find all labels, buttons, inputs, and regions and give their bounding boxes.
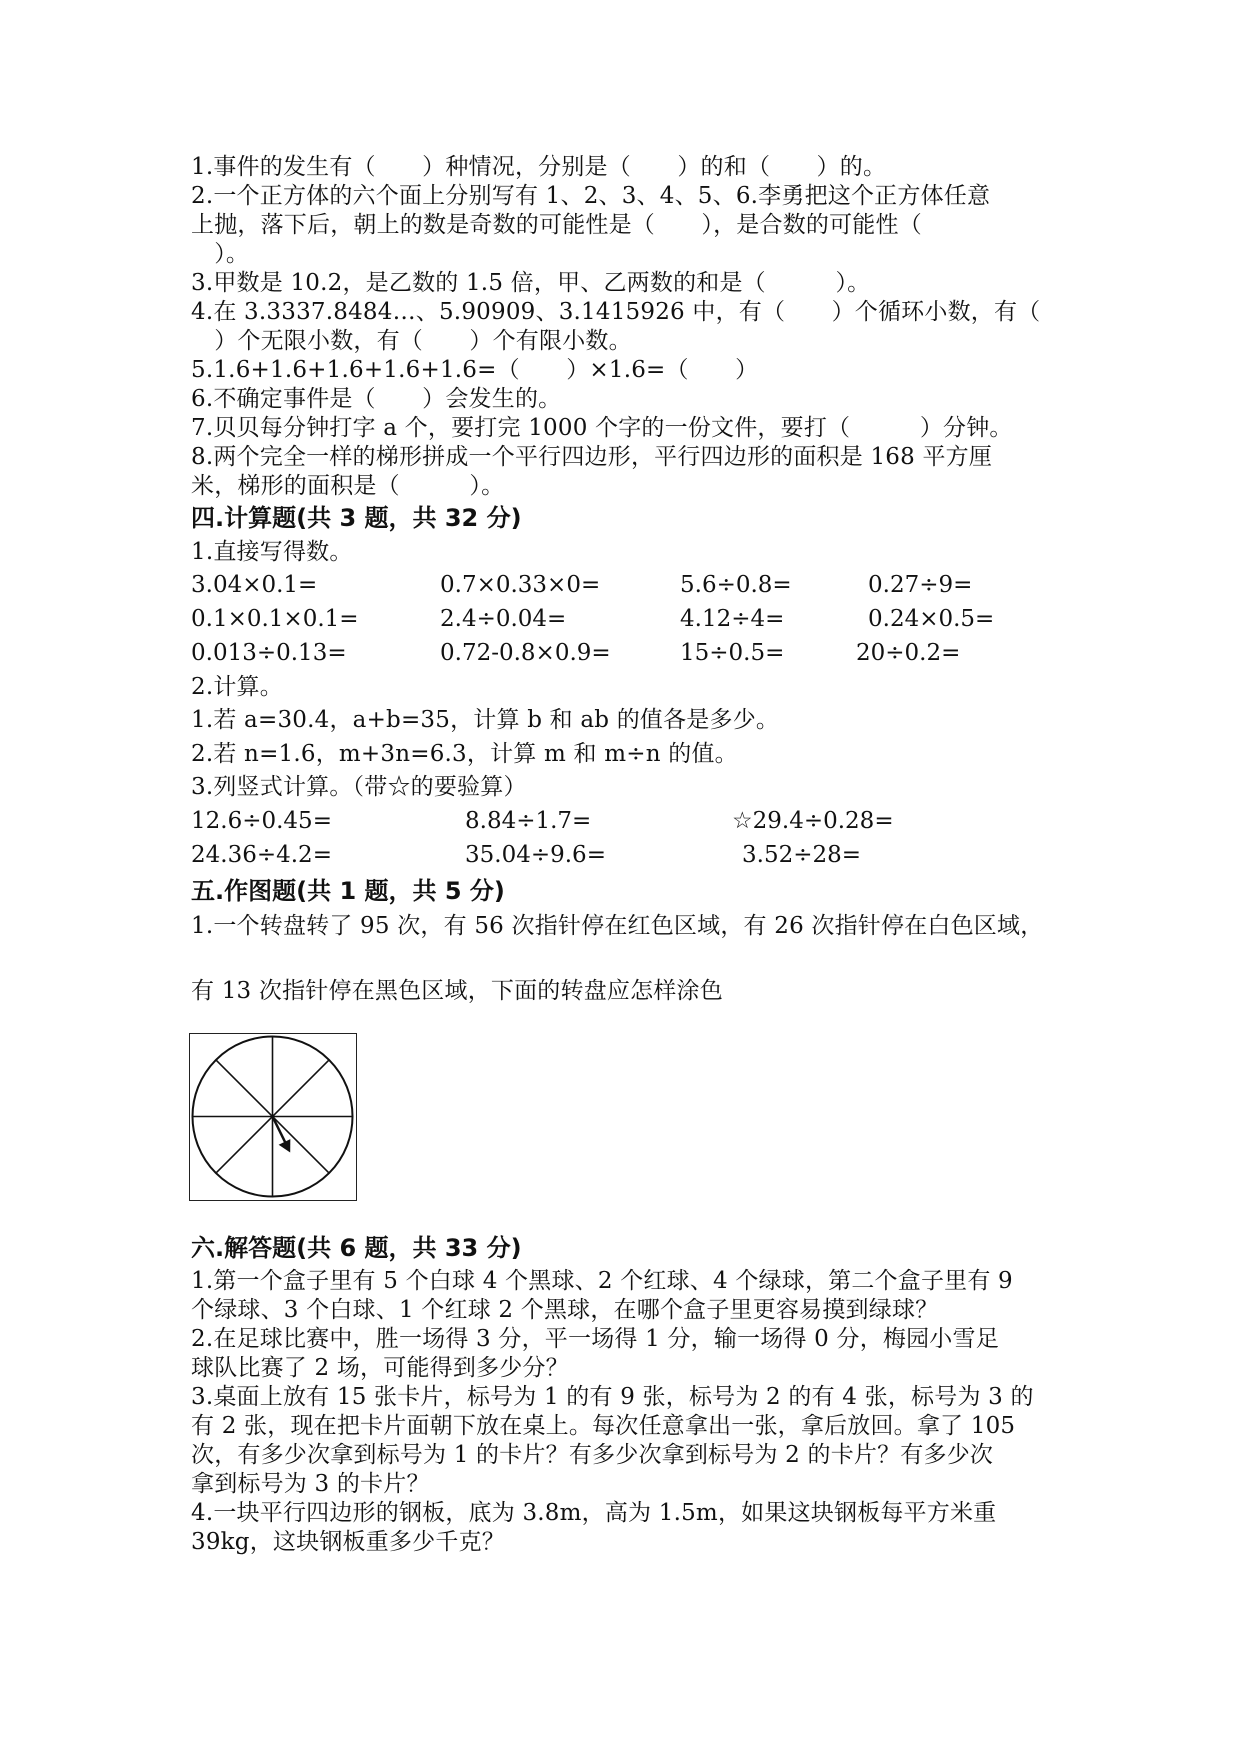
- oral-calc-item: 2.4÷0.04=: [440, 606, 567, 632]
- section-4-q1-title: 1.直接写得数。: [191, 539, 353, 565]
- vertical-calc-item: 12.6÷0.45=: [191, 808, 332, 834]
- fill-q5-line: 5.1.6+1.6+1.6+1.6+1.6=（ ）×1.6=（ ）: [191, 357, 759, 383]
- section-4-q2-item-1: 1.若 a=30.4，a+b=35，计算 b 和 ab 的值各是多少。: [191, 707, 780, 733]
- oral-calc-item: 20÷0.2=: [856, 640, 961, 666]
- oral-calc-item: 0.7×0.33×0=: [440, 572, 601, 598]
- section-6-line: 1.第一个盒子里有 5 个白球 4 个黑球、2 个红球、4 个绿球，第二个盒子里有 9: [191, 1268, 1013, 1294]
- section-6-heading: 六.解答题(共 6 题，共 33 分): [191, 1234, 522, 1262]
- oral-calc-item: 0.27÷9=: [868, 572, 973, 598]
- oral-calc-item: 15÷0.5=: [680, 640, 785, 666]
- fill-q8-line-2: 米，梯形的面积是（ ）。: [191, 473, 505, 499]
- fill-q8-line-1: 8.两个完全一样的梯形拼成一个平行四边形，平行四边形的面积是 168 平方厘: [191, 444, 993, 470]
- fill-q4-line-2: ）个无限小数，有（ ）个有限小数。: [191, 328, 632, 354]
- vertical-calc-item: ☆29.4÷0.28=: [732, 808, 894, 834]
- vertical-calc-item: 24.36÷4.2=: [191, 842, 332, 868]
- spinner-figure: [189, 1033, 357, 1201]
- fill-q7-line: 7.贝贝每分钟打字 a 个，要打完 1000 个字的一份文件，要打（ ）分钟。: [191, 415, 1013, 441]
- fill-q3-line: 3.甲数是 10.2，是乙数的 1.5 倍，甲、乙两数的和是（ ）。: [191, 270, 871, 296]
- fill-q1-line: 1.事件的发生有（ ）种情况，分别是（ ）的和（ ）的。: [191, 154, 887, 180]
- section-4-q2-title: 2.计算。: [191, 674, 283, 700]
- oral-calc-item: 3.04×0.1=: [191, 572, 318, 598]
- oral-calc-item: 4.12÷4=: [680, 606, 785, 632]
- oral-calc-item: 0.72-0.8×0.9=: [440, 640, 611, 666]
- vertical-calc-item: 35.04÷9.6=: [465, 842, 606, 868]
- oral-calc-item: 5.6÷0.8=: [680, 572, 792, 598]
- fill-q4-line-1: 4.在 3.3337.8484…、5.90909、3.1415926 中，有（ ）个循环小数，有（: [191, 299, 1041, 325]
- section-5-q1-line-1: 1.一个转盘转了 95 次，有 56 次指针停在红色区域，有 26 次指针停在白色区域，: [191, 913, 1044, 939]
- fill-q2-line-3: ）。: [191, 241, 250, 267]
- vertical-calc-item: 8.84÷1.7=: [465, 808, 592, 834]
- spinner-pointer-arrowhead: [279, 1139, 296, 1155]
- oral-calc-item: 0.013÷0.13=: [191, 640, 347, 666]
- fill-q2-line-2: 上抛，落下后，朝上的数是奇数的可能性是（ ），是合数的可能性（: [191, 212, 922, 238]
- section-4-q2-item-2: 2.若 n=1.6，m+3n=6.3，计算 m 和 m÷n 的值。: [191, 741, 738, 767]
- oral-calc-item: 0.1×0.1×0.1=: [191, 606, 359, 632]
- section-6-line: 拿到标号为 3 的卡片？: [191, 1471, 430, 1497]
- section-6-line: 4.一块平行四边形的钢板，底为 3.8m，高为 1.5m，如果这块钢板每平方米重: [191, 1500, 997, 1526]
- spinner-wheel: [190, 1034, 355, 1199]
- oral-calc-item: 0.24×0.5=: [868, 606, 995, 632]
- section-6-line: 个绿球、3 个白球、1 个红球 2 个黑球，在哪个盒子里更容易摸到绿球？: [191, 1297, 939, 1323]
- section-4-q2-item-3: 3.列竖式计算。（带☆的要验算）: [191, 774, 527, 800]
- fill-q6-line: 6.不确定事件是（ ）会发生的。: [191, 386, 562, 412]
- section-6-line: 39kg，这块钢板重多少千克？: [191, 1529, 505, 1555]
- section-4-heading: 四.计算题(共 3 题，共 32 分): [191, 504, 522, 532]
- section-6-line: 球队比赛了 2 场，可能得到多少分？: [191, 1355, 569, 1381]
- section-6-line: 2.在足球比赛中，胜一场得 3 分，平一场得 1 分，输一场得 0 分，梅园小雪足: [191, 1326, 999, 1352]
- fill-q2-line-1: 2.一个正方体的六个面上分别写有 1、2、3、4、5、6.李勇把这个正方体任意: [191, 183, 991, 209]
- section-5-heading: 五.作图题(共 1 题，共 5 分): [191, 877, 505, 905]
- section-6-line: 有 2 张，现在把卡片面朝下放在桌上。每次任意拿出一张，拿后放回。拿了 105: [191, 1413, 1016, 1439]
- section-5-q1-line-2: 有 13 次指针停在黑色区域，下面的转盘应怎样涂色: [191, 978, 723, 1004]
- section-6-line: 3.桌面上放有 15 张卡片，标号为 1 的有 9 张，标号为 2 的有 4 张，标号为 3 的: [191, 1384, 1034, 1410]
- vertical-calc-item: 3.52÷28=: [742, 842, 862, 868]
- section-6-line: 次，有多少次拿到标号为 1 的卡片？有多少次拿到标号为 2 的卡片？有多少次: [191, 1442, 994, 1468]
